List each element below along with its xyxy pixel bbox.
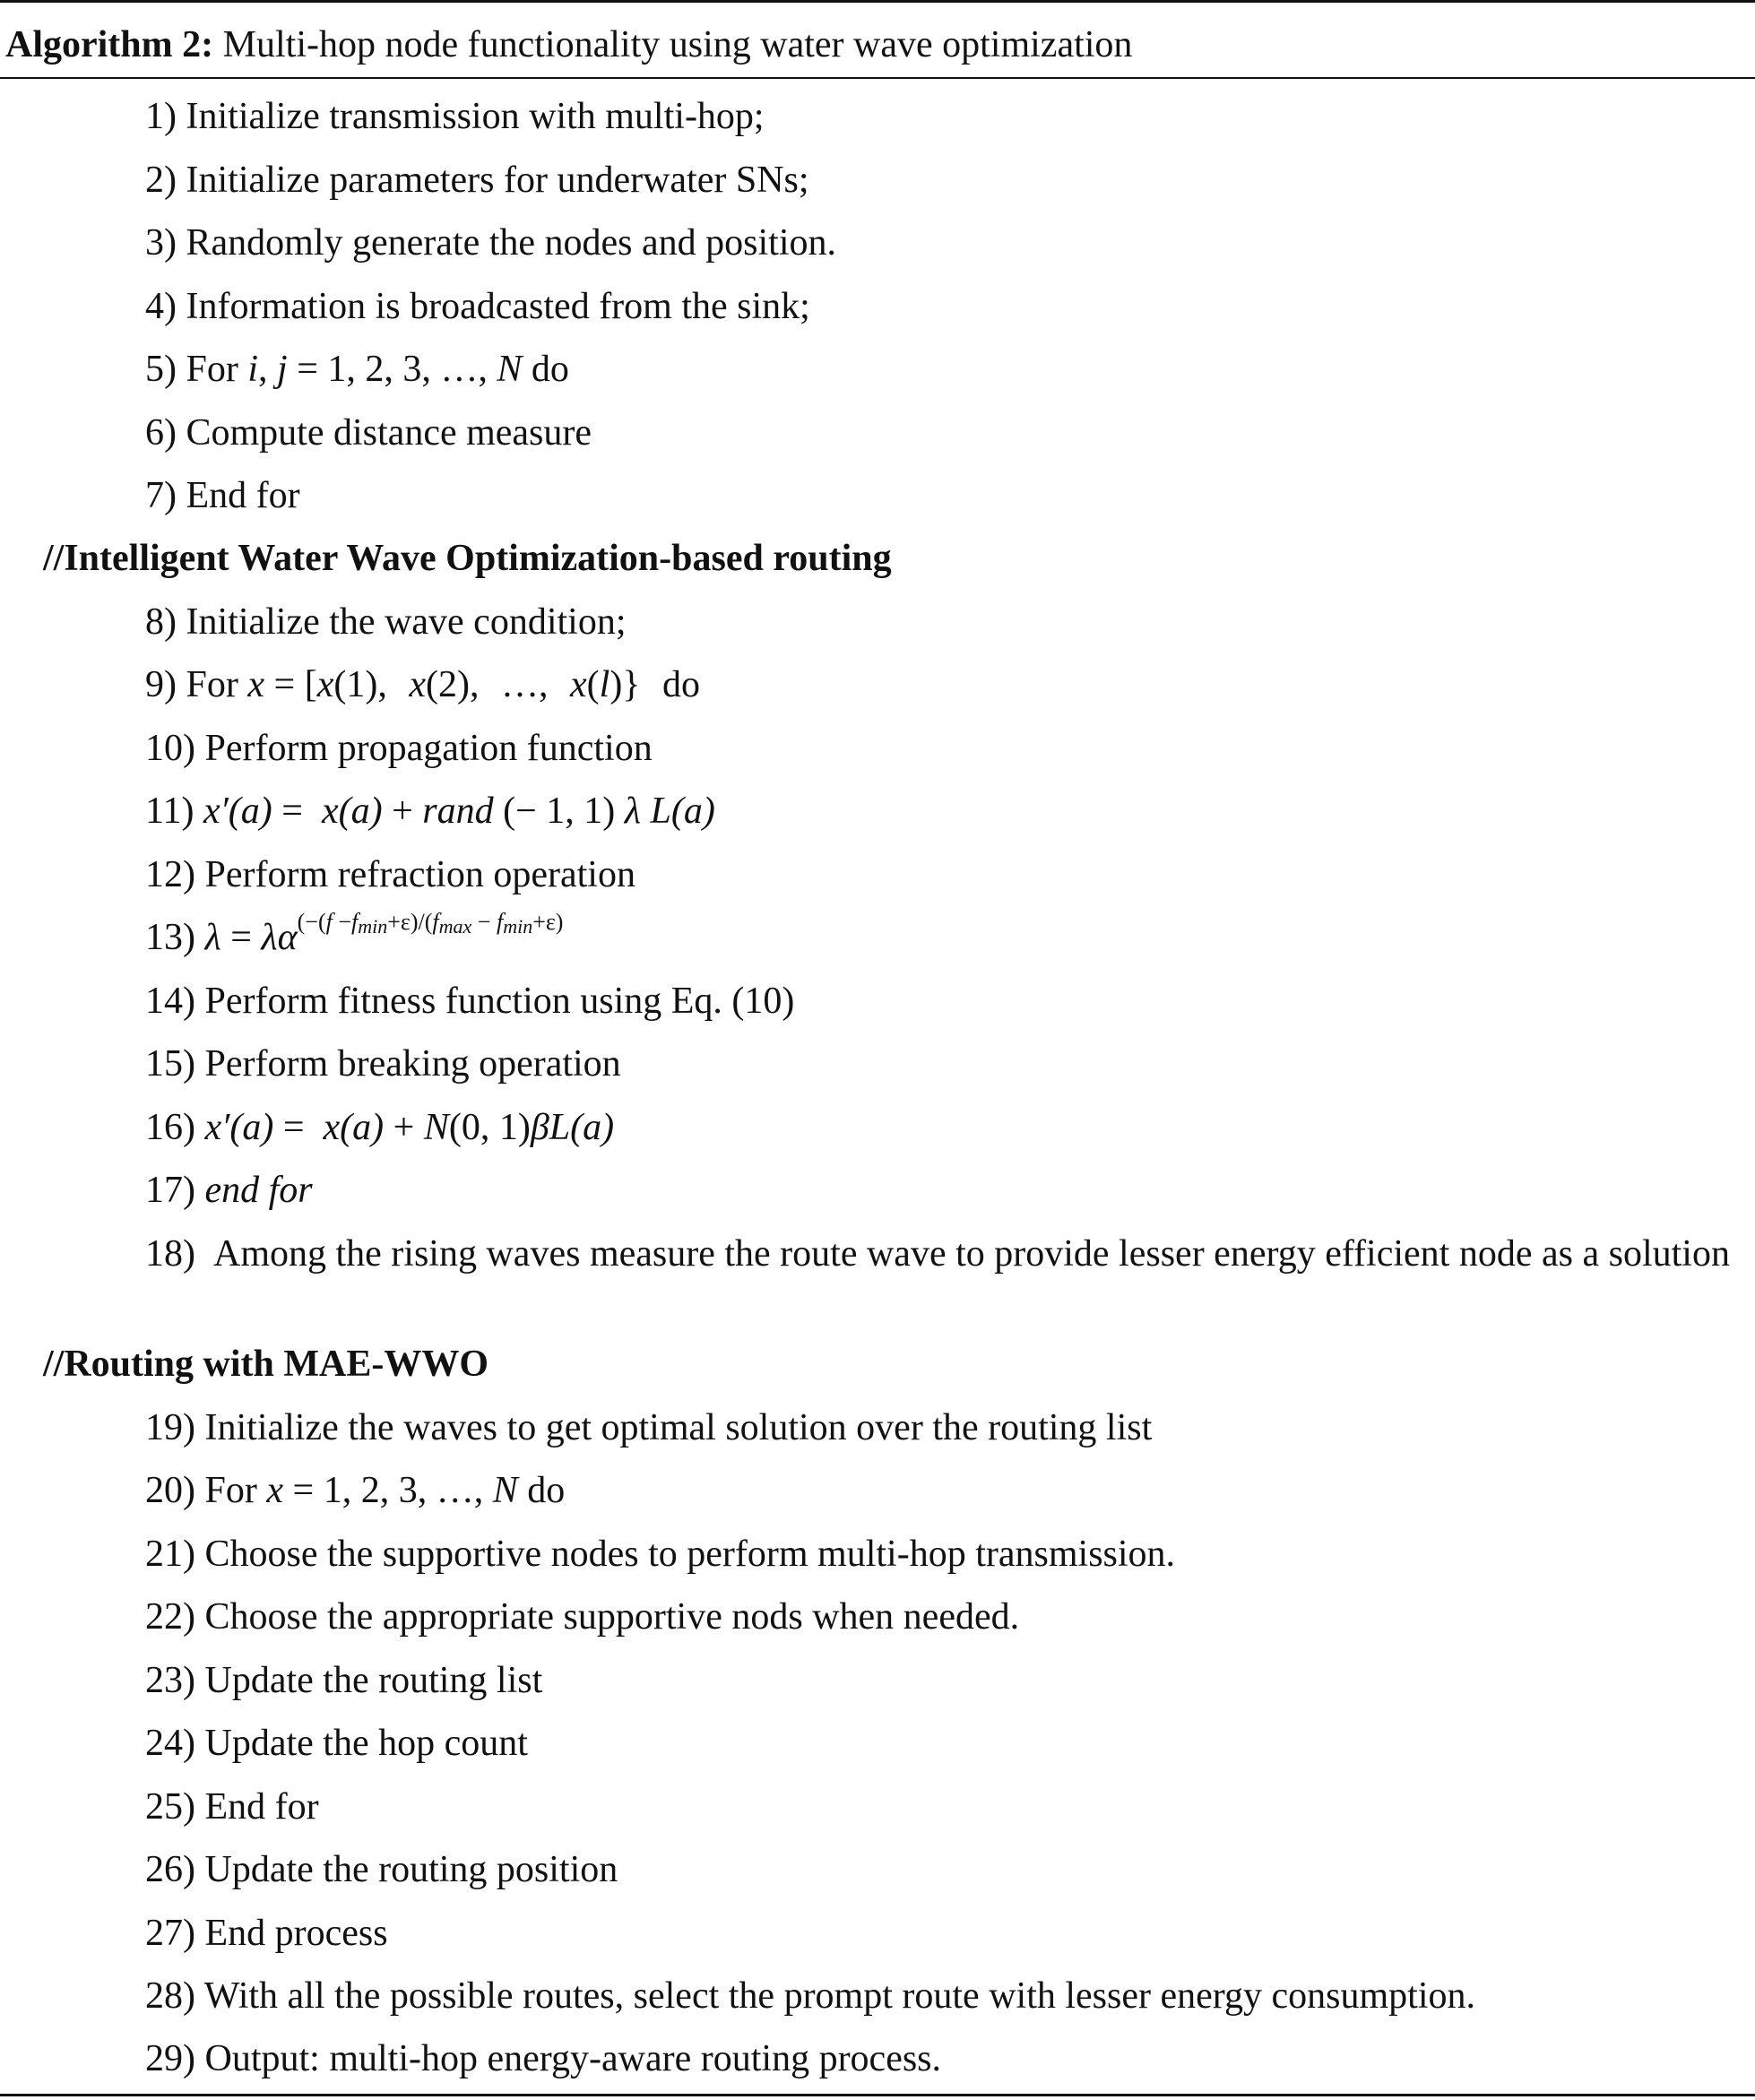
section-mae-heading: //Routing with MAE-WWO	[43, 1344, 489, 1385]
step-8: 8) Initialize the wave condition;	[145, 601, 627, 643]
step-12: 12) Perform refraction operation	[145, 854, 635, 895]
step-15: 15) Perform breaking operation	[145, 1043, 621, 1085]
step-19: 19) Initialize the waves to get optimal solution over the routing list	[145, 1407, 1153, 1448]
step-5: 5) For i, j = 1, 2, 3, …, N do	[145, 349, 569, 390]
step-26: 26) Update the routing position	[145, 1849, 618, 1890]
step-14: 14) Perform fitness function using Eq. (10)	[145, 981, 795, 1022]
step-9: 9) For x = [x(1), x(2), …, x(l)} do	[145, 664, 700, 705]
step-10: 10) Perform propagation function	[145, 728, 653, 769]
step-13: 13) $\lambda = \lambda\alpha^{(-(f -f_{min}+\varepsilon)/(f_{max} - f_{min}+\varepsilon)}$	[145, 909, 564, 958]
step-4: 4) Information is broadcasted from the sink;	[145, 286, 810, 327]
step-11: 11) x′(a) = x(a) + rand (− 1, 1) λ L(a)	[145, 791, 715, 832]
step-20: 20) For x = 1, 2, 3, …, N do	[145, 1470, 566, 1511]
step-23: 23) Update the routing list	[145, 1660, 543, 1701]
step-7: 7) End for	[145, 475, 300, 516]
step-24: 24) Update the hop count	[145, 1723, 528, 1764]
bottom-rule	[0, 2094, 1755, 2096]
header-rule	[0, 77, 1755, 79]
step-16: 16) x′(a) = x(a) + N(0, 1)βL(a)	[145, 1107, 615, 1148]
algorithm-name: Multi-hop node functionality using water wave optimization	[222, 24, 1133, 65]
step-27: 27) End process	[145, 1913, 388, 1954]
step-28: 28) With all the possible routes, select the prompt route with lesser energy consumption.	[145, 1975, 1475, 2017]
step-25: 25) End for	[145, 1786, 319, 1828]
step-18: 18) Among the rising waves measure the route wave to provide lesser energy efficient node as a solution	[145, 1233, 1730, 1275]
step-1: 1) Initialize transmission with multi-hop;	[145, 96, 765, 137]
algorithm-title	[5, 22, 1132, 68]
step-2: 2) Initialize parameters for underwater SNs;	[145, 160, 809, 201]
step-3: 3) Randomly generate the nodes and position.	[145, 222, 837, 264]
step-22: 22) Choose the appropriate supportive nods when needed.	[145, 1596, 1020, 1638]
algorithm-label: Algorithm 2:	[5, 24, 214, 65]
step-21: 21) Choose the supportive nodes to perform multi-hop transmission.	[145, 1534, 1176, 1575]
step-17: 17) end for	[145, 1170, 313, 1211]
section-iwwo-heading: //Intelligent Water Wave Optimization-based routing	[43, 538, 892, 579]
step-29: 29) Output: multi-hop energy-aware routing process.	[145, 2038, 942, 2079]
step-6: 6) Compute distance measure	[145, 412, 592, 454]
top-rule	[0, 0, 1755, 3]
